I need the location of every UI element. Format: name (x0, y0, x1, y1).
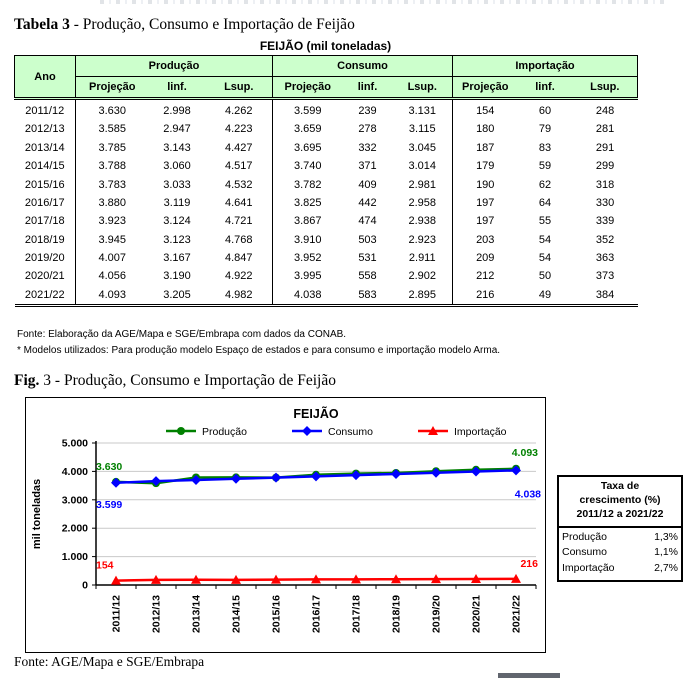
cell-value: 3.060 (163, 160, 191, 173)
cell-value: 3.740 (273, 157, 343, 175)
cell-ano: 2011/12 (25, 105, 65, 117)
cell-value: 3.190 (163, 270, 191, 283)
cell-value: 190 (453, 175, 518, 193)
legend-label: Importação (454, 426, 507, 438)
table-header (15, 56, 638, 99)
cell-value: 3.124 (163, 215, 191, 228)
subheader-projecao: Projeção (76, 77, 149, 99)
cell-value: 4.517 (224, 160, 253, 173)
table-row (15, 120, 638, 138)
y-tick-label: 5.000 (61, 437, 88, 450)
growth-title-line: Taxa de (600, 480, 640, 492)
legend-label: Produção (202, 426, 247, 438)
cell-value: 291 (595, 141, 615, 154)
growth-row-value: 1,1% (654, 546, 678, 559)
cell-value: 3.945 (76, 230, 149, 248)
x-tick-label: 2015/16 (270, 595, 283, 633)
growth-row (562, 561, 678, 577)
point-label: 3.630 (96, 460, 123, 473)
x-tick-label: 2017/18 (350, 595, 363, 633)
cell-value: 503 (358, 233, 377, 246)
point-marker-diamond (311, 471, 321, 481)
point-label: 4.093 (511, 446, 538, 459)
table-body (15, 99, 638, 306)
point-marker-circle (177, 427, 185, 435)
cell-value: 4.768 (224, 233, 253, 246)
cell-value: 248 (595, 105, 615, 117)
table-row (15, 99, 638, 121)
cell-value: 2.923 (408, 233, 437, 246)
cell-value: 60 (538, 105, 552, 117)
cell-value: 2.998 (163, 105, 191, 117)
subheader-linf: linf. (149, 77, 206, 99)
cell-value: 3.599 (273, 99, 343, 121)
cell-ano: 2018/19 (24, 233, 65, 246)
figure-heading-text: 3 - Produção, Consumo e Importação de Feijão (39, 372, 336, 389)
x-tick-label: 2016/17 (310, 595, 323, 633)
subheader-projecao: Projeção (453, 77, 518, 99)
cell-value: 281 (595, 123, 615, 136)
cell-value: 50 (538, 270, 552, 283)
table-subtitle: FEIJÃO (mil toneladas) (259, 39, 392, 53)
growth-box-title (559, 477, 681, 528)
subheader-linf: linf. (343, 77, 393, 99)
growth-box-rows (559, 528, 681, 580)
cell-value: 332 (358, 141, 377, 154)
growth-title-line: crescimento (%) (579, 493, 661, 506)
growth-rate-box (557, 475, 683, 582)
point-marker-diamond (231, 474, 241, 484)
cell-value: 59 (538, 160, 552, 173)
point-marker-diamond (271, 473, 281, 483)
cell-ano: 2012/13 (24, 123, 65, 136)
cell-value: 3.115 (408, 123, 436, 136)
cell-value: 3.143 (163, 141, 191, 154)
cell-value: 3.630 (76, 99, 149, 121)
subheader-linf: linf. (518, 77, 573, 99)
cell-value: 3.045 (408, 141, 437, 154)
cell-value: 373 (595, 270, 615, 283)
cell-value: 62 (538, 178, 552, 191)
cell-ano: 2015/16 (24, 178, 65, 191)
table-row (15, 139, 638, 157)
growth-row-label: Consumo (562, 546, 607, 559)
x-tick-label: 2014/15 (230, 595, 243, 633)
cell-value: 2.981 (408, 178, 437, 191)
cell-value: 3.952 (273, 249, 343, 267)
cell-value: 4.007 (76, 249, 149, 267)
cell-value: 2.911 (408, 252, 436, 264)
cell-value: 197 (453, 212, 518, 230)
y-tick-label: 3.000 (61, 494, 88, 507)
cell-value: 531 (358, 252, 377, 264)
cell-value: 216 (453, 286, 518, 306)
cell-value: 4.922 (224, 270, 253, 283)
x-tick-label: 2013/14 (190, 595, 203, 633)
cell-value: 442 (358, 196, 377, 209)
cell-ano: 2014/15 (24, 160, 65, 173)
data-table (14, 55, 638, 307)
table-heading-number: Tabela 3 (14, 16, 70, 33)
cell-value: 339 (595, 215, 615, 228)
point-label: 154 (96, 559, 114, 572)
header-consumo: Consumo (273, 56, 453, 77)
cell-value: 3.205 (149, 286, 206, 306)
x-tick-label: 2011/12 (110, 595, 123, 633)
cell-value: 384 (573, 286, 638, 306)
header-importacao: Importação (453, 56, 638, 77)
cell-value: 558 (358, 270, 377, 283)
table-source-note: Fonte: Elaboração da AGE/Mapa e SGE/Embrapa com dados da CONAB. (17, 329, 347, 340)
cell-value: 3.785 (76, 139, 149, 157)
y-tick-label: 1.000 (61, 551, 88, 564)
cell-value: 3.825 (273, 194, 343, 212)
table-row (15, 175, 638, 193)
y-tick-label: 0 (82, 579, 88, 592)
cell-value: 3.788 (76, 157, 149, 175)
cropped-bottom-remnant (498, 673, 560, 678)
cell-ano: 2016/17 (24, 196, 65, 209)
cell-ano: 2020/21 (24, 270, 65, 283)
cell-value: 3.131 (408, 105, 437, 117)
growth-title-line: 2011/12 a 2021/22 (576, 507, 664, 520)
cell-value: 212 (453, 267, 518, 285)
cell-value: 3.880 (76, 194, 149, 212)
cell-value: 4.038 (273, 286, 343, 306)
cell-value: 474 (358, 215, 377, 228)
x-tick-label: 2021/22 (510, 595, 523, 633)
cell-value: 3.659 (273, 120, 343, 138)
y-tick-label: 2.000 (61, 522, 88, 535)
cell-value: 54 (538, 233, 552, 246)
cell-value: 4.056 (76, 267, 149, 285)
point-marker-diamond (431, 468, 441, 478)
table-heading-text: - Produção, Consumo e Importação de Feijão (69, 16, 355, 33)
cell-value: 3.167 (163, 252, 191, 264)
cell-value: 2.958 (408, 196, 437, 209)
cell-value: 352 (595, 233, 615, 246)
point-marker-diamond (302, 426, 312, 436)
x-tick-label: 2018/19 (390, 595, 403, 633)
cell-value: 3.585 (76, 120, 149, 138)
growth-row-label: Importação (562, 562, 615, 575)
cell-value: 2.895 (393, 286, 453, 306)
cell-value: 3.995 (273, 267, 343, 285)
subheader-projecao: Projeção (273, 77, 343, 99)
chart-frame (25, 397, 546, 653)
growth-row (562, 530, 678, 546)
cell-value: 3.867 (273, 212, 343, 230)
subheader-lsup: Lsup. (206, 77, 273, 99)
point-marker-diamond (391, 469, 401, 479)
cell-value: 4.223 (224, 123, 253, 136)
cell-value: 79 (538, 123, 552, 136)
table-row (15, 286, 638, 306)
subheader-lsup: Lsup. (393, 77, 453, 99)
x-tick-label: 2020/21 (470, 595, 483, 633)
y-tick-label: 4.000 (61, 465, 88, 478)
table-row (15, 267, 638, 285)
cell-value: 371 (358, 160, 377, 173)
cell-value: 197 (453, 194, 518, 212)
growth-row (562, 545, 678, 561)
cell-value: 409 (358, 178, 377, 191)
point-marker-diamond (511, 465, 521, 475)
cell-value: 3.033 (163, 178, 191, 191)
legend-label: Consumo (328, 426, 373, 438)
cell-value: 583 (343, 286, 393, 306)
cell-value: 64 (538, 196, 552, 209)
cell-value: 4.532 (224, 178, 253, 191)
cell-value: 3.782 (273, 175, 343, 193)
cell-value: 83 (538, 141, 552, 154)
cell-value: 330 (595, 196, 615, 209)
growth-row-label: Produção (562, 530, 607, 543)
subheader-lsup: Lsup. (573, 77, 638, 99)
figure-source-note: Fonte: AGE/Mapa e SGE/Embrapa (14, 654, 205, 669)
table-heading (14, 16, 355, 34)
cell-value: 55 (538, 215, 552, 228)
cell-value: 4.093 (76, 286, 149, 306)
cell-value: 4.982 (206, 286, 273, 306)
cell-value: 4.427 (224, 141, 253, 154)
x-tick-label: 2012/13 (150, 595, 163, 633)
table-row (15, 249, 638, 267)
table-row (15, 212, 638, 230)
figure-heading (14, 372, 336, 390)
cell-value: 3.923 (76, 212, 149, 230)
cell-value: 239 (358, 105, 377, 117)
cell-value: 209 (453, 249, 518, 267)
cell-value: 4.721 (224, 215, 253, 228)
cell-value: 187 (453, 139, 518, 157)
header-producao: Produção (76, 56, 273, 77)
cell-value: 2.902 (408, 270, 437, 283)
cell-value: 4.641 (224, 196, 253, 209)
cell-value: 4.847 (224, 252, 253, 264)
cell-value: 4.262 (224, 105, 253, 117)
cell-ano: 2013/14 (24, 141, 65, 154)
x-tick-label: 2019/20 (430, 595, 443, 633)
cell-value: 179 (453, 157, 518, 175)
feijao-line-chart (26, 398, 543, 650)
cell-ano: 2017/18 (24, 215, 65, 228)
table-row (15, 230, 638, 248)
cell-value: 278 (358, 123, 377, 136)
figure-heading-number: Fig. (14, 372, 40, 389)
point-label: 216 (520, 557, 538, 570)
chart-title: FEIJÃO (293, 407, 339, 421)
point-label: 3.599 (96, 498, 123, 511)
header-ano: Ano (15, 56, 76, 99)
point-marker-diamond (111, 478, 121, 488)
cell-ano: 2021/22 (15, 286, 76, 306)
cell-value: 318 (595, 178, 615, 191)
cell-value: 2.947 (163, 123, 191, 136)
table-model-note: * Modelos utilizados: Para produção modelo Espaço de estados e para consumo e importação modelo Arma. (17, 345, 501, 356)
cell-value: 49 (518, 286, 573, 306)
cell-ano: 2019/20 (24, 252, 65, 264)
table-row (15, 157, 638, 175)
cell-value: 54 (538, 252, 552, 264)
point-label: 4.038 (514, 488, 541, 501)
growth-row-value: 1,3% (654, 530, 678, 543)
cropped-text-remnant (100, 0, 665, 4)
cell-value: 180 (453, 120, 518, 138)
cell-value: 3.014 (408, 160, 437, 173)
cell-value: 3.695 (273, 139, 343, 157)
cell-value: 203 (453, 230, 518, 248)
cell-value: 363 (595, 252, 615, 264)
cell-value: 3.123 (163, 233, 191, 246)
table-row (15, 194, 638, 212)
cell-value: 154 (453, 99, 518, 121)
cell-value: 3.783 (76, 175, 149, 193)
cell-value: 2.938 (408, 215, 437, 228)
cell-value: 3.119 (163, 196, 191, 209)
cell-value: 3.910 (273, 230, 343, 248)
cell-value: 299 (595, 160, 615, 173)
growth-row-value: 2,7% (654, 562, 678, 575)
y-axis-title: mil toneladas (31, 478, 43, 550)
